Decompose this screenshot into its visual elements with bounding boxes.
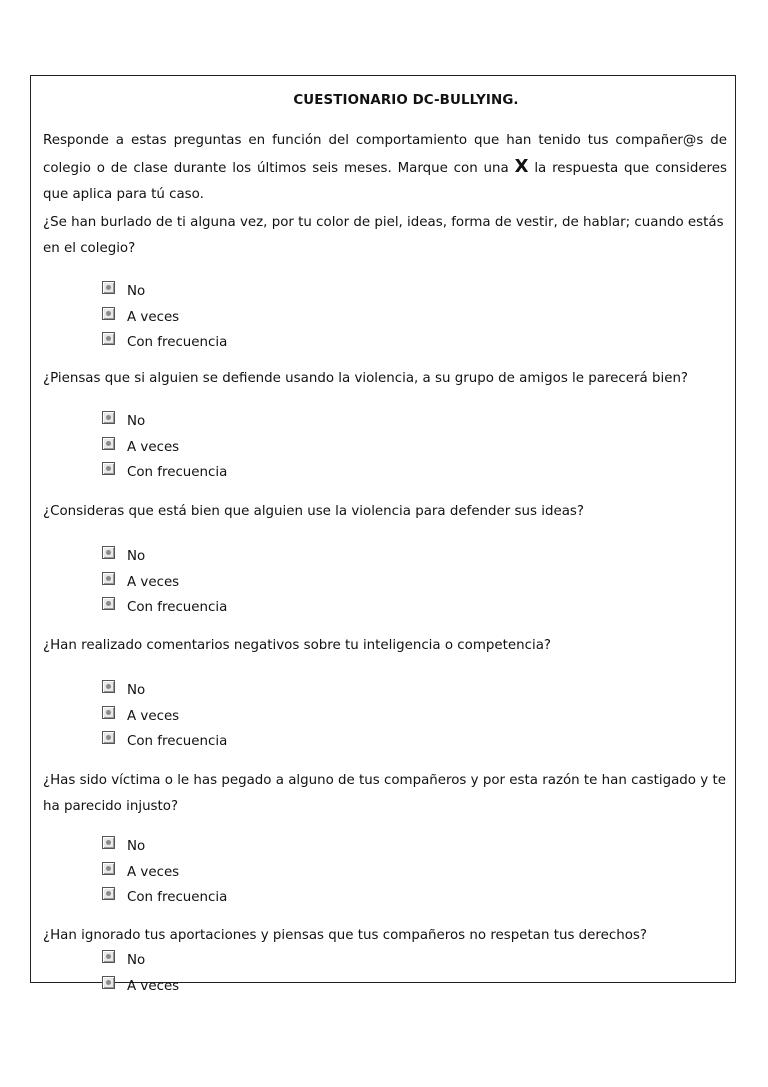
question-1: ¿Se han burlado de ti alguna vez, por tu color de piel, ideas, forma de vestir, de hablar; cuando estás en el colegio? (43, 215, 724, 256)
option-label: Con frecuencia (127, 335, 228, 350)
checkbox-icon[interactable] (102, 462, 115, 475)
option-label: No (127, 549, 146, 564)
question-3: ¿Consideras que está bien que alguien use la violencia para defender sus ideas? (43, 504, 584, 519)
checkbox-icon[interactable] (102, 887, 115, 900)
checkbox-icon[interactable] (102, 950, 115, 963)
instructions-text-before: Responde a estas preguntas en función del comportamiento que han tenido tus compañer@s de colegio o de clase durante los últimos seis meses. Marque con una (43, 133, 727, 176)
option-label: A veces (127, 978, 180, 994)
checkbox-icon[interactable] (102, 411, 115, 424)
option-label: A veces (127, 574, 180, 590)
option-label: A veces (127, 864, 180, 880)
option-label: No (127, 953, 146, 968)
checkbox-icon[interactable] (102, 572, 115, 585)
checkbox-icon[interactable] (102, 731, 115, 744)
option-label: A veces (127, 309, 180, 325)
checkbox-icon[interactable] (102, 862, 115, 875)
checkbox-icon[interactable] (102, 706, 115, 719)
question-2: ¿Piensas que si alguien se defiende usando la violencia, a su grupo de amigos le parecerá bien? (43, 371, 689, 386)
option-label: No (127, 284, 146, 299)
question-5: ¿Has sido víctima o le has pegado a alguno de tus compañeros y por esta razón te han castigado y te ha parecido injusto? (43, 773, 726, 814)
option-label: Con frecuencia (127, 734, 228, 749)
checkbox-icon[interactable] (102, 976, 115, 989)
option-label: Con frecuencia (127, 600, 228, 615)
option-label: No (127, 414, 146, 429)
document-title: CUESTIONARIO DC-BULLYING. (293, 93, 519, 108)
question-4: ¿Han realizado comentarios negativos sobre tu inteligencia o competencia? (43, 638, 552, 653)
option-label: Con frecuencia (127, 465, 228, 480)
checkbox-icon[interactable] (102, 597, 115, 610)
option-label: A veces (127, 439, 180, 455)
option-label: No (127, 683, 146, 698)
instructions-paragraph (43, 128, 727, 208)
checkbox-icon[interactable] (102, 437, 115, 450)
option-label: Con frecuencia (127, 890, 228, 905)
checkbox-icon[interactable] (102, 836, 115, 849)
checkbox-icon[interactable] (102, 546, 115, 559)
checkbox-icon[interactable] (102, 680, 115, 693)
checkbox-icon[interactable] (102, 332, 115, 345)
option-label: A veces (127, 708, 180, 724)
checkbox-icon[interactable] (102, 281, 115, 294)
instructions-mark: X (514, 156, 529, 177)
option-label: No (127, 839, 146, 854)
checkbox-icon[interactable] (102, 307, 115, 320)
question-6: ¿Han ignorado tus aportaciones y piensas que tus compañeros no respetan tus derechos? (43, 928, 647, 943)
instructions-text-after: la respuesta que consideres que aplica para tú caso. (43, 161, 727, 202)
